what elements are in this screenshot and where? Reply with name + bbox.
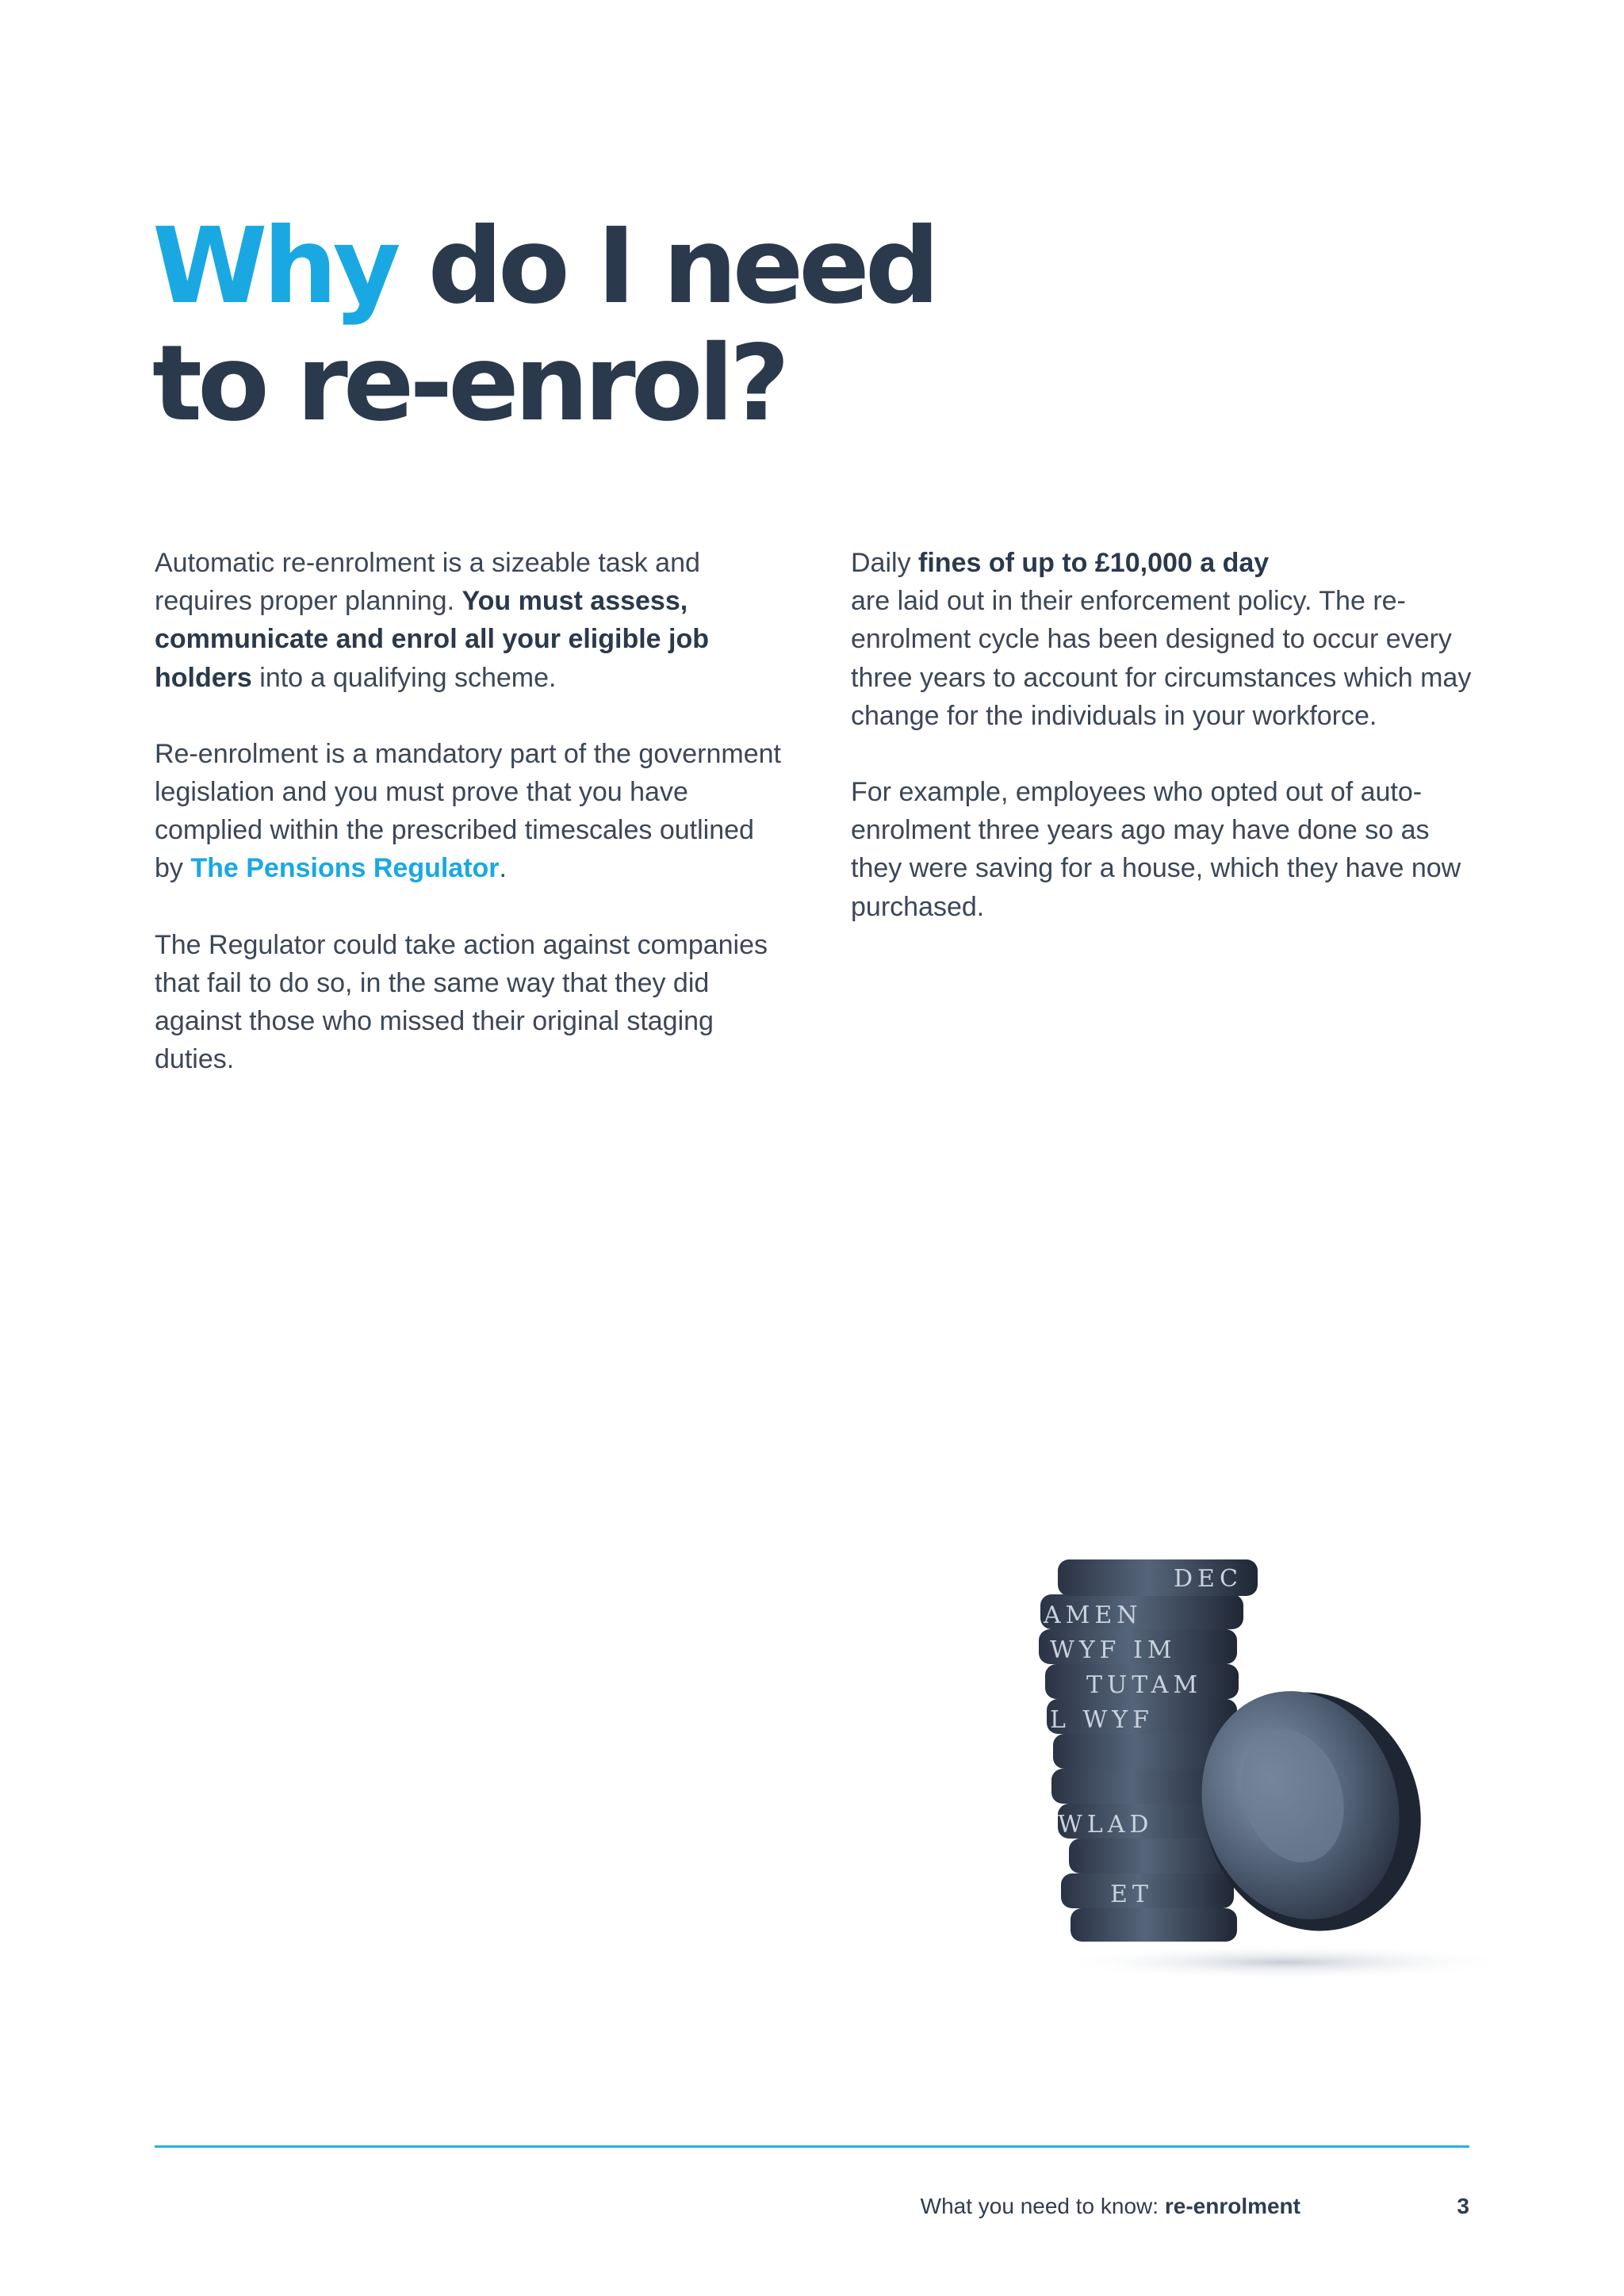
- text-run: into a qualifying scheme.: [251, 662, 557, 693]
- page-number: 3: [1457, 2194, 1469, 2218]
- right-paragraph-1: [851, 544, 1485, 735]
- coin-stack-image: [1023, 1558, 1499, 1994]
- left-paragraph-3: The Regulator could take action against companies that fail to do so, in the same way that they did against those who missed their original staging duties.: [155, 929, 768, 1075]
- left-paragraph-2: [155, 735, 789, 888]
- footer-label-bold: re-enrolment: [1164, 2194, 1300, 2218]
- coin-text: WYF IM: [1050, 1636, 1177, 1664]
- left-paragraph-1: [155, 544, 789, 697]
- coin-text: DEC: [1174, 1565, 1243, 1593]
- page-title-accent: Why: [152, 205, 396, 327]
- page-title: [152, 205, 936, 445]
- coin-edge: [1071, 1908, 1237, 1942]
- bold-text-run: fines of up to £10,000 a day: [918, 548, 1270, 578]
- text-run: Automatic re-enrolment is a sizeable task and requires proper planning.: [155, 548, 700, 617]
- text-run: are laid out in their enforcement policy. The re-enrolment cycle has been designed to occur every three years to account for circumstances which may change for the individuals in your workforce.: [851, 586, 1472, 731]
- footer-rule: [155, 2145, 1469, 2148]
- shadow: [1055, 1945, 1499, 1980]
- right-column: [851, 544, 1485, 964]
- text-run: .: [499, 853, 507, 884]
- coin-text: AMEN: [1044, 1601, 1143, 1629]
- footer-label-text: What you need to know:: [920, 2194, 1165, 2218]
- text-run: Re-enrolment is a mandatory part of the government legislation and you must prove that you have complied within the prescribed timescales outlined by: [155, 738, 781, 884]
- page-title-line1: do I need: [396, 205, 936, 327]
- page-title-line2: to re-enrol?: [152, 323, 786, 445]
- left-column: [155, 544, 789, 1116]
- coin-text: L WYF: [1050, 1706, 1154, 1734]
- coin-text: ET: [1110, 1881, 1153, 1908]
- text-run: Daily: [851, 548, 919, 578]
- footer-label: [921, 2193, 1300, 2220]
- coin-text: WLAD: [1058, 1811, 1154, 1839]
- bold-text-run: You must assess, communicate and enrol all your eligible job holders: [155, 586, 710, 693]
- pensions-regulator-link[interactable]: The Pensions Regulator: [190, 853, 500, 884]
- right-paragraph-2: For example, employees who opted out of auto-enrolment three years ago may have done so as they were saving for a house, which they have now purchased.: [851, 777, 1461, 922]
- coin-text: TUTAM: [1086, 1671, 1203, 1699]
